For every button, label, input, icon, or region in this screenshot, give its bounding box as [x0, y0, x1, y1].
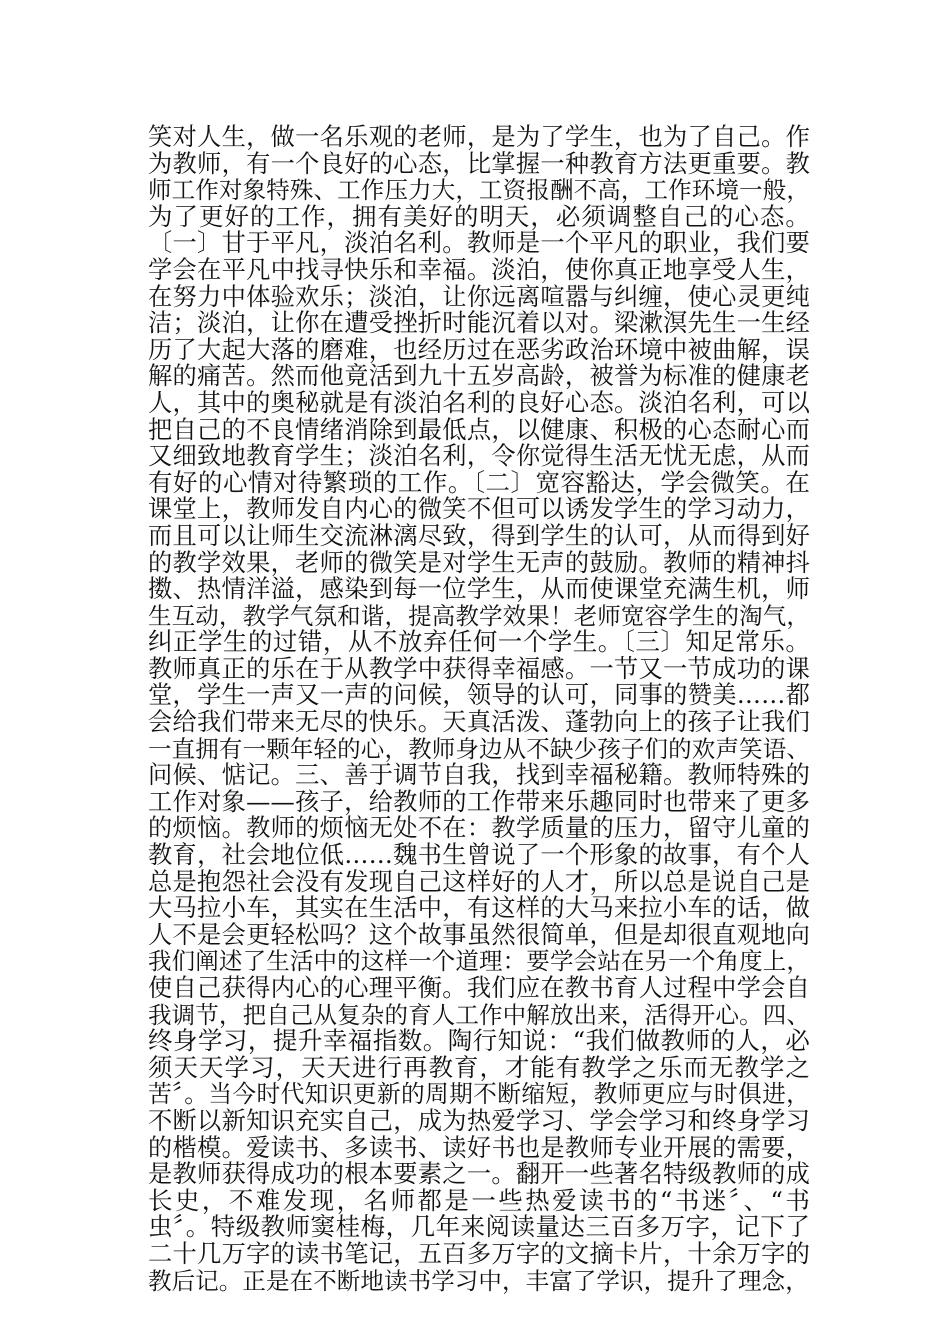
text-line: 虫〞。特级教师窦桂梅，几年来阅读量达三百多万字，记下了	[148, 1212, 810, 1242]
text-line: 使自己获得内心的心理平衡。我们应在教书育人过程中学会自	[148, 973, 810, 1002]
text-line: 历了大起大落的磨难，也经历过在恶劣政治环境中被曲解，误	[148, 334, 810, 364]
text-line: 大马拉小车，其实在生活中，有这样的大马来拉小车的话，做	[148, 893, 810, 923]
text-line: 的烦恼。教师的烦恼无处不在：教学质量的压力，留守儿童的	[148, 813, 810, 843]
text-line: 二十几万字的读书笔记，五百多万字的文摘卡片，十余万字的	[148, 1238, 810, 1268]
text-line: 须天天学习，天天进行再教育，才能有教学之乐而无教学之	[148, 1052, 810, 1082]
text-line: 擞、热情洋溢，感染到每一位学生，从而使课堂充满生机，师	[148, 574, 810, 604]
text-line: 我调节，把自己从复杂的育人工作中解放出来，活得开心。四、	[148, 1000, 810, 1029]
text-line: 师工作对象特殊、工作压力大，工资报酬不高，工作环境一般，	[148, 176, 810, 205]
text-line: 在努力中体验欢乐；淡泊，让你远离喧嚣与纠缠，使心灵更纯	[148, 281, 810, 311]
text-line: 人不是会更轻松吗？这个故事虽然很简单，但是却很直观地向	[148, 919, 810, 949]
text-line: 洁；淡泊，让你在遭受挫折时能沉着以对。梁漱溟先生一生经	[148, 308, 810, 338]
text-line: 为了更好的工作，拥有美好的明天，必须调整自己的心态。	[148, 201, 810, 231]
text-line: 生互动，教学气氛和谐，提高教学效果！老师宽容学生的淘气，	[148, 601, 810, 630]
text-line: 会给我们带来无尽的快乐。天真活泼、蓬勃向上的孩子让我们	[148, 707, 810, 737]
text-line: 的教学效果，老师的微笑是对学生无声的鼓励。教师的精神抖	[148, 547, 810, 577]
text-line: 解的痛苦。然而他竟活到九十五岁高龄，被誉为标准的健康老	[148, 361, 810, 391]
text-line: 堂，学生一声又一声的问候，领导的认可，同事的赞美……都	[148, 680, 810, 710]
text-line: 终身学习，提升幸福指数。陶行知说：“我们做教师的人，必	[148, 1026, 810, 1056]
text-line: 问候、惦记。三、善于调节自我，找到幸福秘籍。教师特殊的	[148, 760, 810, 790]
text-line: 长史，不难发现，名师都是一些热爱读书的“书迷〞、“书	[148, 1185, 810, 1215]
text-line: 我们阐述了生活中的这样一个道理：要学会站在另一个角度上，	[148, 947, 810, 976]
text-line: 的楷模。爱读书、多读书、读好书也是教师专业开展的需要，	[148, 1132, 810, 1162]
text-line: 为教师，有一个良好的心态，比掌握一种教育方法更重要。教	[148, 148, 810, 178]
text-line: 又细致地教育学生；淡泊名利，令你觉得生活无忧无虑，从而	[148, 441, 810, 471]
text-line: 教后记。正是在不断地读书学习中，丰富了学识，提升了理念，	[148, 1266, 809, 1295]
text-line: 课堂上，教师发自内心的微笑不但可以诱发学生的学习动力，	[148, 494, 810, 524]
text-line: 教育，社会地位低……魏书生曾说了一个形象的故事，有个人	[148, 840, 810, 870]
text-line: 而且可以让师生交流淋漓尽致，得到学生的认可，从而得到好	[148, 520, 810, 550]
text-line: 是教师获得成功的根本要素之一。翻开一些著名特级教师的成	[148, 1159, 810, 1189]
body-text	[148, 124, 810, 1294]
text-line: 笑对人生，做一名乐观的老师，是为了学生，也为了自己。作	[148, 122, 810, 151]
text-line: 一直拥有一颗年轻的心，教师身边从不缺少孩子们的欢声笑语、	[148, 734, 810, 763]
text-line: 有好的心情对待繁琐的工作。〔二〕宽容豁达，学会微笑。在	[148, 467, 810, 497]
text-line: 不断以新知识充实自己，成为热爱学习、学会学习和终身学习	[148, 1105, 810, 1135]
text-line: 人，其中的奥秘就是有淡泊名利的良好心态。淡泊名利，可以	[148, 387, 810, 417]
text-line: 〔一〕甘于平凡，淡泊名利。教师是一个平凡的职业，我们要	[148, 228, 810, 258]
text-line: 教师真正的乐在于从教学中获得幸福感。一节又一节成功的课	[148, 653, 810, 683]
text-line: 总是抱怨社会没有发现自己这样好的人才，所以总是说自己是	[148, 866, 810, 896]
text-line: 苦〞。当今时代知识更新的周期不断缩短，教师更应与时俱进，	[148, 1080, 810, 1109]
text-line: 纠正学生的过错，从不放弃任何一个学生。〔三〕知足常乐。	[148, 627, 810, 657]
text-line: 学会在平凡中找寻快乐和幸福。淡泊，使你真正地享受人生，	[148, 254, 810, 284]
text-line: 工作对象——孩子，给教师的工作带来乐趣同时也带来了更多	[148, 786, 810, 816]
text-line: 把自己的不良情绪消除到最低点，以健康、积极的心态耐心而	[148, 414, 810, 444]
